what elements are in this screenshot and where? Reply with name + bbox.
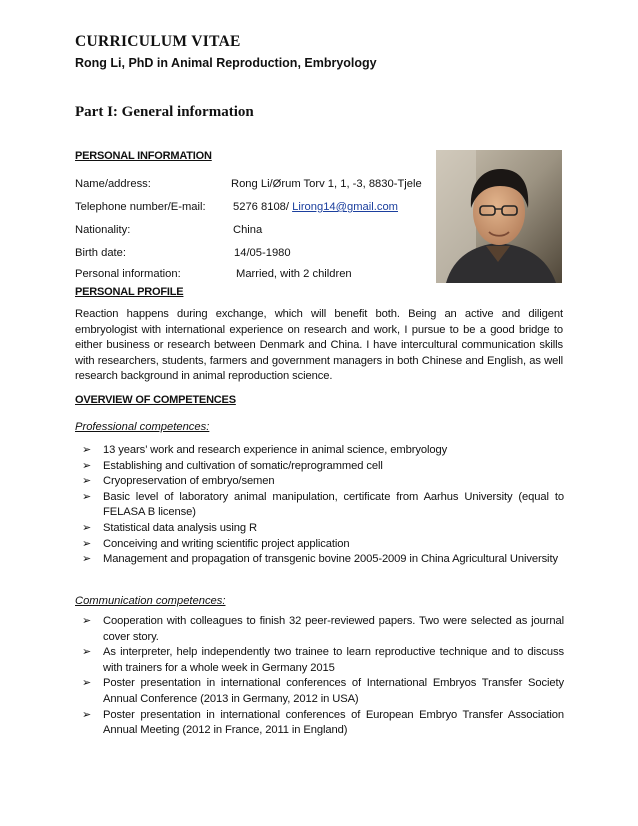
list-item: ➢ Cryopreservation of embryo/semen <box>82 474 564 490</box>
profile-photo <box>436 150 562 283</box>
list-item: ➢ As interpreter, help independently two trainee to learn reproductive technique and to discuss with trainers for a whole week in Germany 2015 <box>82 646 564 674</box>
cv-subtitle: Rong Li, PhD in Animal Reproduction, Embryology <box>75 56 377 70</box>
communication-competences-title: Communication competences: <box>75 595 226 607</box>
competences-heading: OVERVIEW OF COMPETENCES <box>75 394 236 406</box>
arrow-bullet-icon: ➢ <box>82 490 92 503</box>
list-item: ➢ Poster presentation in international conferences of European Embryo Transfer Association Annual Meeting (2012 in France, 2011 in England) <box>82 708 564 737</box>
list-item: ➢ Basic level of laboratory animal manipulation, certificate from Aarhus University (equal to FELASA B license) <box>82 490 564 519</box>
name-address-value: Rong Li/Ørum Torv 1, 1, -3, 8830-Tjele <box>231 178 422 190</box>
part-title: Part I: General information <box>75 104 254 120</box>
list-item: ➢ Cooperation with colleagues to finish 32 peer-reviewed papers. Two were selected as journal cover story. <box>82 615 564 643</box>
personal-information-heading: PERSONAL INFORMATION <box>75 150 212 162</box>
list-item: ➢ 13 years’ work and research experience in animal science, embryology <box>82 443 564 459</box>
personal-info-value: Married, with 2 children <box>236 268 352 280</box>
birth-date-label: Birth date: <box>75 247 126 259</box>
arrow-bullet-icon: ➢ <box>82 677 92 690</box>
cv-title: CURRICULUM VITAE <box>75 33 241 50</box>
professional-competences-list <box>82 443 564 568</box>
arrow-bullet-icon: ➢ <box>82 475 92 488</box>
personal-info-label: Personal information: <box>75 268 181 280</box>
arrow-bullet-icon: ➢ <box>82 444 92 456</box>
arrow-bullet-icon: ➢ <box>82 459 92 472</box>
nationality-label: Nationality: <box>75 224 131 236</box>
telephone-email-value <box>233 201 398 213</box>
telephone-email-label: Telephone number/E-mail: <box>75 201 206 213</box>
professional-competences-title: Professional competences: <box>75 421 210 433</box>
communication-competences-list <box>82 614 564 739</box>
telephone-value: 5276 8108/ <box>233 201 293 213</box>
name-address-label: Name/address: <box>75 178 151 190</box>
personal-profile-text: Reaction happens during exchange, which will benefit both. Being an active and diligent embryologist with international experience on research and work, I pursue to be a good bridge to either business or research between Denmark and China. I have intercultural communication skills with researchers, students, farmers and government managers in both Chinese and English, as well research background in animal reproduction science. <box>75 308 563 383</box>
profile-photo-image <box>436 150 562 283</box>
list-item: ➢ Management and propagation of transgenic bovine 2005-2009 in China Agricultural University <box>82 552 564 568</box>
nationality-value: China <box>233 224 263 236</box>
arrow-bullet-icon: ➢ <box>82 708 92 721</box>
list-item: ➢ Establishing and cultivation of somatic/reprogrammed cell <box>82 459 564 475</box>
list-item: ➢ Poster presentation in international conferences of International Embryos Transfer Society Annual Conference (2013 in Germany, 2012 in USA) <box>82 677 564 705</box>
list-item: ➢ Conceiving and writing scientific project application <box>82 537 564 553</box>
arrow-bullet-icon: ➢ <box>82 553 92 566</box>
email-link[interactable]: Lirong14@gmail.com <box>292 201 398 213</box>
arrow-bullet-icon: ➢ <box>82 521 92 534</box>
personal-profile-heading: PERSONAL PROFILE <box>75 286 184 298</box>
arrow-bullet-icon: ➢ <box>82 537 92 550</box>
arrow-bullet-icon: ➢ <box>82 646 92 659</box>
list-item: ➢ Statistical data analysis using R <box>82 521 564 537</box>
birth-date-value: 14/05-1980 <box>234 247 291 259</box>
arrow-bullet-icon: ➢ <box>82 615 92 627</box>
